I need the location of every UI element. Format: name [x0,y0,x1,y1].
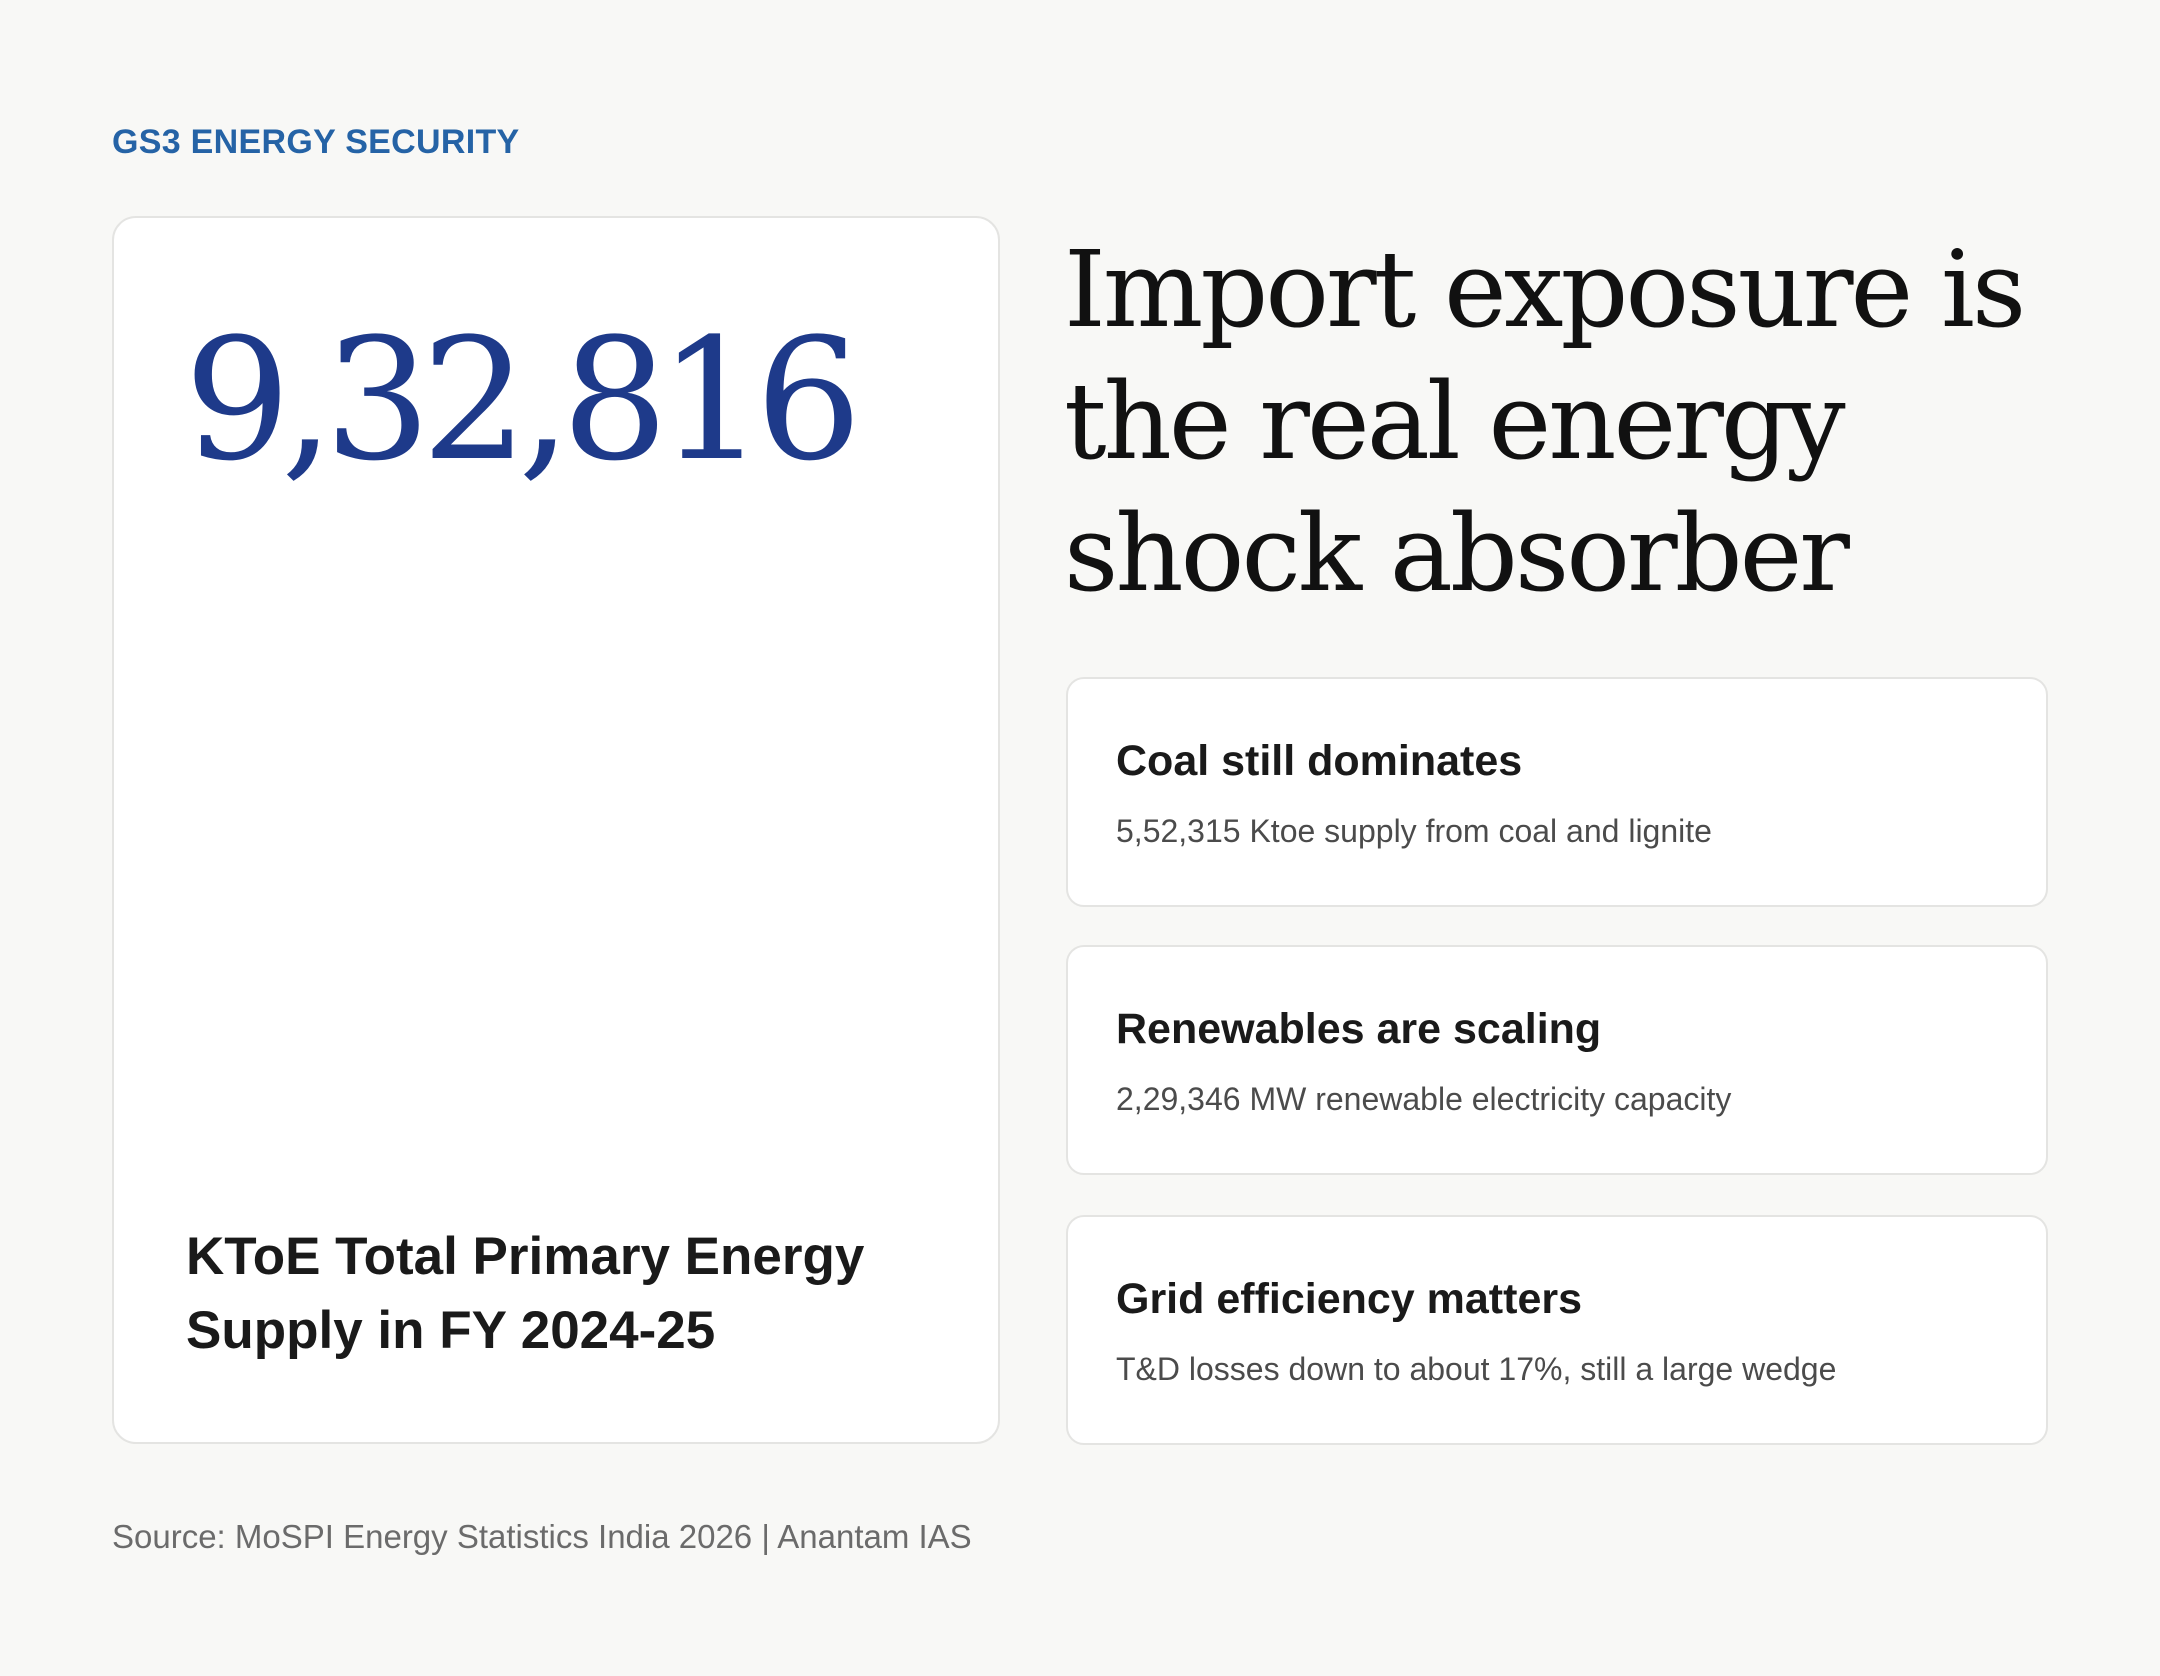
info-card-coal [1066,677,2048,907]
section-eyebrow: GS3 ENERGY SECURITY [112,123,520,161]
info-card-title: Coal still dominates [1116,737,1523,785]
headline: Import exposure is the real energy shock absorber [1064,228,2024,615]
info-card-title: Renewables are scaling [1116,1005,1602,1053]
info-card-text: T&D losses down to about 17%, still a large wedge [1116,1351,1837,1387]
info-card-grid [1066,1215,2048,1445]
source-footnote: Source: MoSPI Energy Statistics India 2026 | Anantam IAS [112,1518,972,1555]
stat-card [112,216,1000,1444]
stat-label: KToE Total Primary Energy Supply in FY 2024-25 [186,1227,865,1360]
info-card-renewables [1066,945,2048,1175]
info-card-text: 2,29,346 MW renewable electricity capacity [1116,1081,1732,1117]
stat-value: 9,32,816 [184,302,853,498]
info-card-text: 5,52,315 Ktoe supply from coal and lignite [1116,813,1712,849]
info-card-title: Grid efficiency matters [1116,1275,1583,1323]
